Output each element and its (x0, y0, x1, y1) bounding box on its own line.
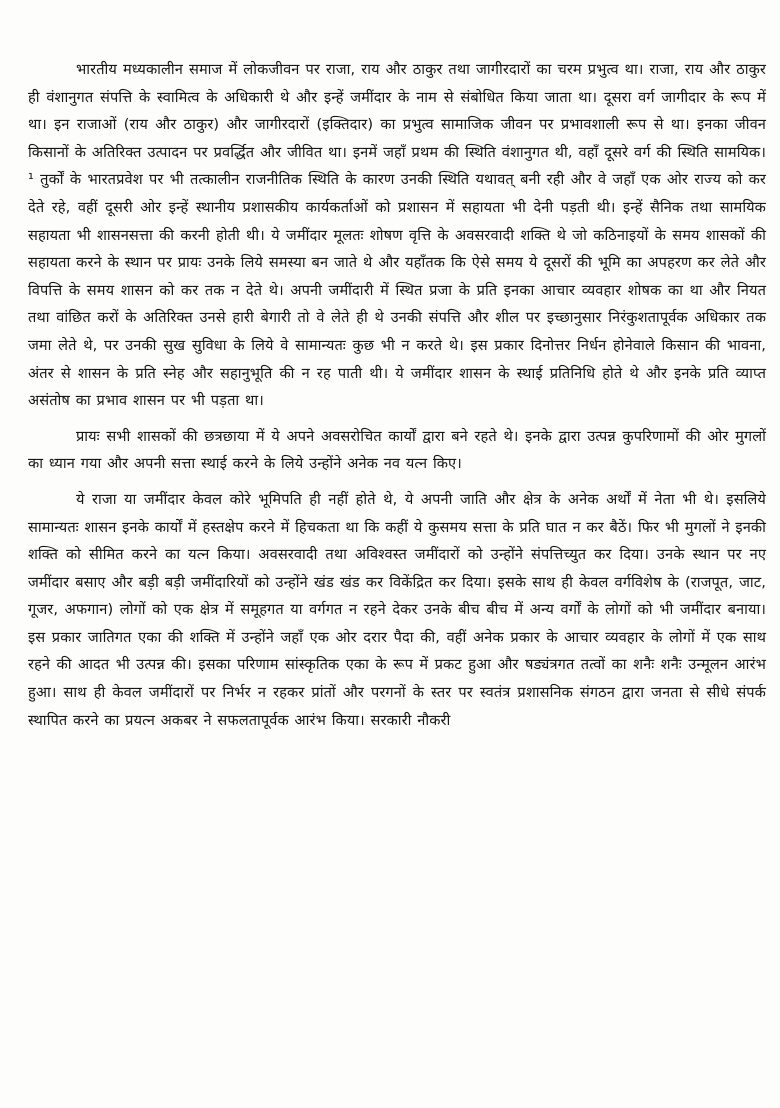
paragraph: ये राजा या जमींदार केवल कोरे भूमिपति ही नहीं होते थे, ये अपनी जाति और क्षेत्र के अनेक अर्थों में नेता भी थे। इसलिये सामान्यतः शासन इनके कार्यों में हस्तक्षेप करने में हिचकता था कि कहीं ये कुसमय सत्ता के प्रति घात न कर बैठें। फिर भी मुगलों ने इनकी शक्ति को सीमित करने का यत्न किया। अवसरवादी तथा अविश्वस्त जमींदारों को उन्होंने संपत्तिच्युत कर दिया। उनके स्थान पर नए जमींदार बसाए और बड़ी बड़ी जमींदारियों को उन्होंने खंड खंड कर विकेंद्रित कर दिया। इसके साथ ही केवल वर्गविशेष के (राजपूत, जाट, गूजर, अफगान) लोगों को एक क्षेत्र में समूहगत या वर्गगत न रहने देकर उनके बीच बीच में अन्य वर्गों के लोगों को भी जमींदार बनाया। इस प्रकार जातिगत एका की शक्ति में उन्होंने जहाँ एक ओर दरार पैदा की, वहीं अनेक प्रकार के आचार व्यवहार के लोगों में एक साथ रहने की आदत भी उत्पन्न की। इसका परिणाम सांस्कृतिक एका के रूप में प्रकट हुआ और षड्यंत्रगत तत्वों का शनैः शनैः उन्मूलन आरंभ हुआ। साथ ही केवल जमींदारों पर निर्भर न रहकर प्रांतों और परगनों के स्तर पर स्वतंत्र प्रशासनिक संगठन द्वारा जनता से सीधे संपर्क स्थापित करने का प्रयत्न अकबर ने सफलतापूर्वक आरंभ किया। सरकारी नौकरी (28, 490, 766, 729)
paragraph: प्रायः सभी शासकों की छत्रछाया में ये अपने अवसरोचित कार्यों द्वारा बने रहते थे। इनके द्वारा उत्पन्न कुपरिणामों की ओर मुगलों का ध्यान गया और अपनी सत्ता स्थाई करने के लिये उन्होंने अनेक नव यत्न किए। (28, 427, 766, 473)
paragraph: भारतीय मध्यकालीन समाज में लोकजीवन पर राजा, राय और ठाकुर तथा जागीरदारों का चरम प्रभुत्व था। राजा, राय और ठाकुर ही वंशानुगत संपत्ति के स्वामित्व के अधिकारी थे और इन्हें जमींदार के नाम से संबोधित किया जाता था। दूसरा वर्ग जागीदार के रूप में था। इन राजाओं (राय और ठाकुर) और जागीरदारों (इक्तिदार) का प्रभुत्व सामाजिक जीवन पर प्रभावशाली रूप से था। इनका जीवन किसानों के अतिरिक्त उत्पादन पर प्रवर्द्धित और जीवित था। इनमें जहाँ प्रथम की स्थिति वंशानुगत थी, वहाँ दूसरे वर्ग की स्थिति सामयिक।¹ तुर्कों के भारतप्रवेश पर भी तत्कालीन राजनीतिक स्थिति के कारण उनकी स्थिति यथावत् बनी रही और वे जहाँ एक ओर राज्य को कर देते रहे, वहीं दूसरी ओर इन्हें स्थानीय प्रशासकीय कार्यकर्ताओं को प्रशासन में सहायता भी देनी पड़ती थी। इन्हें सैनिक तथा सामयिक सहायता भी शासनसत्ता की करनी होती थी। ये जमींदार मूलतः शोषण वृत्ति के अवसरवादी शक्ति थे जो कठिनाइयों के समय शासकों की सहायता करने के स्थान पर प्रायः उनके लिये समस्या बन जाते थे और यहाँतक कि ऐसे समय ये दूसरों की भूमि का अपहरण कर लेते और विपत्ति के समय शासन को कर तक न देते थे। अपनी जमींदारी में स्थित प्रजा के प्रति इनका आचार व्यवहार शोषक का था और नियत तथा वांछित करों के अतिरिक्त उनसे हारी बेगारी तो वे लेते ही थे उनकी संपत्ति और शील पर इच्छानुसार निरंकुशतापूर्वक अधिकार तक जमा लेते थे, पर उनकी सुख सुविधा के लिये वे सामान्यतः कुछ भी न करते थे। इस प्रकार दिनोत्तर निर्धन होनेवाले किसान की भावना, अंतर से शासन के प्रति स्नेह और सहानुभूति की न रह पाती थी। ये जमींदार शासन के स्थाई प्रतिनिधि होते थे और इनके प्रति व्याप्त असंतोष का प्रभाव शासन पर भी पड़ता था। (28, 61, 766, 410)
